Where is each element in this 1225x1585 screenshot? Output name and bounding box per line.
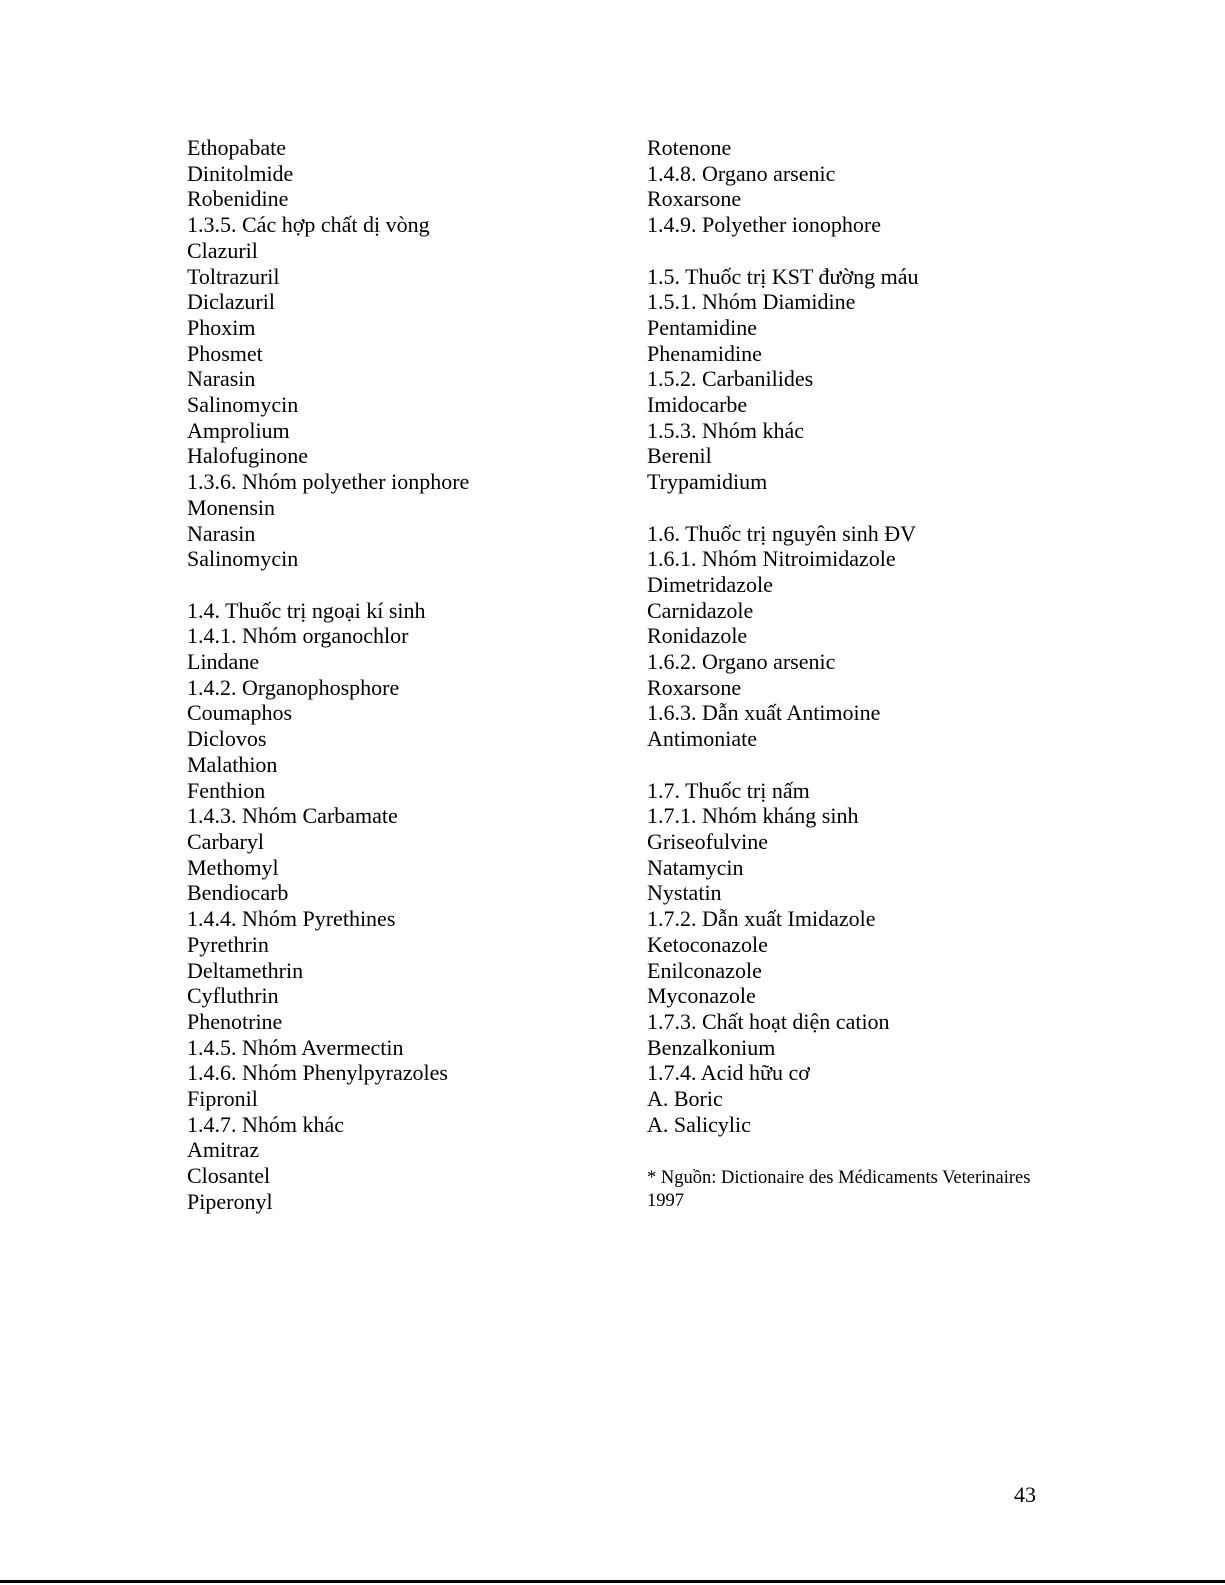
text-line: Halofuginone (187, 443, 308, 469)
text-line: Enilconazole (647, 957, 762, 983)
text-line: Salinomycin (187, 392, 299, 418)
text-line: Amprolium (187, 417, 290, 443)
text-line: Pyrethrin (187, 931, 269, 957)
text-line: Narasin (187, 366, 256, 392)
text-line: Monensin (187, 494, 275, 520)
text-line: 1.4.8. Organo arsenic (647, 160, 836, 186)
text-line: 1.4.7. Nhóm khác (187, 1111, 345, 1137)
footnote-line-2: 1997 (647, 1190, 684, 1211)
text-line (647, 752, 1107, 778)
text-line: Benzalkonium (647, 1034, 776, 1060)
text-line: Myconazole (647, 983, 756, 1009)
left-column (187, 135, 627, 1215)
text-line: Roxarsone (647, 674, 742, 700)
text-line: 1.7. Thuốc trị nấm (647, 777, 810, 803)
text-line: Bendiocarb (187, 880, 289, 906)
text-line: Trypamidium (647, 469, 768, 495)
text-line: Carbaryl (187, 828, 264, 854)
text-line: Methomyl (187, 854, 279, 880)
text-line: 1.4.4. Nhóm Pyrethines (187, 906, 396, 932)
page-number: 43 (1014, 1482, 1036, 1507)
text-line: 1.4.9. Polyether ionophore (647, 212, 882, 238)
text-line: Dinitolmide (187, 160, 294, 186)
text-line: Nystatin (647, 880, 722, 906)
text-line: 1.4.6. Nhóm Phenylpyrazoles (187, 1060, 448, 1086)
text-line: Phoxim (187, 314, 256, 340)
text-line: Griseofulvine (647, 828, 768, 854)
text-line: Pentamidine (647, 314, 757, 340)
text-line: Fenthion (187, 777, 266, 803)
text-line: Phenamidine (647, 340, 762, 366)
text-line: 1.5. Thuốc trị KST đường máu (647, 263, 919, 289)
text-line: 1.7.1. Nhóm kháng sinh (647, 803, 859, 829)
text-line: Amitraz (187, 1137, 260, 1163)
text-line: A. Boric (647, 1086, 723, 1112)
text-line: Diclovos (187, 726, 267, 752)
text-line: Malathion (187, 751, 278, 777)
text-line: 1.6.3. Dẫn xuất Antimoine (647, 700, 881, 726)
text-line: 1.3.6. Nhóm polyether ionphore (187, 469, 470, 495)
text-line: 1.7.3. Chất hoạt diện cation (647, 1008, 890, 1034)
text-line: Ethopabate (187, 135, 286, 160)
text-line: Ketoconazole (647, 931, 768, 957)
text-line: 1.4.3. Nhóm Carbamate (187, 803, 398, 829)
text-line: Diclazuril (187, 289, 275, 315)
text-line: Piperonyl (187, 1188, 273, 1214)
text-line: Clazuril (187, 237, 258, 263)
text-line: 1.4.2. Organophosphore (187, 674, 400, 700)
source-footnote (647, 1167, 1057, 1213)
text-line: Cyfluthrin (187, 983, 279, 1009)
right-column (647, 135, 1107, 1137)
text-line: Dimetridazole (647, 571, 773, 597)
text-line: 1.4.5. Nhóm Avermectin (187, 1034, 404, 1060)
text-line: 1.4. Thuốc trị ngoại kí sinh (187, 597, 426, 623)
text-line: Natamycin (647, 854, 744, 880)
text-line: 1.5.1. Nhóm Diamidine (647, 289, 856, 315)
text-line: Antimoniate (647, 726, 757, 752)
text-line (647, 495, 1107, 521)
text-line: Phosmet (187, 340, 263, 366)
text-line: 1.6.1. Nhóm Nitroimidazole (647, 546, 896, 572)
text-line: 1.3.5. Các hợp chất dị vòng (187, 212, 430, 238)
text-line: Lindane (187, 649, 260, 675)
text-line: Ronidazole (647, 623, 748, 649)
text-line: 1.6.2. Organo arsenic (647, 649, 836, 675)
text-line: 1.7.4. Acid hữu cơ (647, 1060, 810, 1086)
text-line (187, 572, 627, 598)
text-line: 1.5.2. Carbanilides (647, 366, 814, 392)
text-line: Robenidine (187, 186, 289, 212)
text-line: A. Salicylic (647, 1111, 751, 1137)
text-line: 1.7.2. Dẫn xuất Imidazole (647, 906, 876, 932)
text-line (647, 238, 1107, 264)
text-line: Coumaphos (187, 700, 293, 726)
text-line: 1.6. Thuốc trị nguyên sinh ĐV (647, 520, 917, 546)
text-line: Toltrazuril (187, 263, 280, 289)
text-line: Deltamethrin (187, 957, 304, 983)
text-line: Fipronil (187, 1086, 258, 1112)
text-line: Phenotrine (187, 1008, 283, 1034)
bottom-edge-bar (0, 1580, 1225, 1583)
text-line: Berenil (647, 443, 712, 469)
text-line: Narasin (187, 520, 256, 546)
text-line: 1.4.1. Nhóm organochlor (187, 623, 409, 649)
text-line: Rotenone (647, 135, 732, 160)
text-line: Salinomycin (187, 546, 299, 572)
text-line: Roxarsone (647, 186, 742, 212)
text-line: 1.5.3. Nhóm khác (647, 417, 805, 443)
text-line: Carnidazole (647, 597, 754, 623)
text-line: Imidocarbe (647, 392, 748, 418)
text-line: Closantel (187, 1163, 271, 1189)
footnote-line-1: * Nguồn: Dictionaire des Médicaments Veterinaires (647, 1168, 1031, 1188)
